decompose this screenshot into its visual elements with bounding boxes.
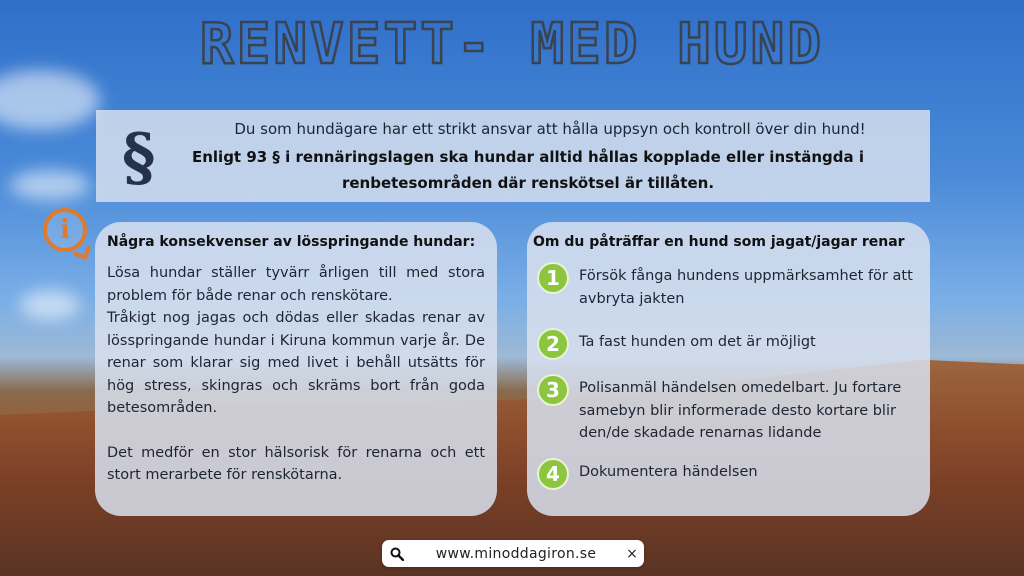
- page-title: RENVETT- MED HUND: [199, 12, 825, 77]
- website-search-bar[interactable]: [382, 540, 644, 567]
- info-icon-tail: [73, 242, 91, 260]
- cloud: [20, 290, 80, 320]
- owner-responsibility-text: Du som hundägare har ett strikt ansvar att hålla uppsyn och kontroll över din hund!: [234, 120, 866, 138]
- law-notice: [96, 110, 930, 202]
- actions-heading: Om du påträffar en hund som jagat/jagar renar: [533, 234, 905, 250]
- cloud: [10, 170, 90, 200]
- close-icon[interactable]: ×: [626, 545, 638, 562]
- consequences-heading: Några konsekvenser av lösspringande hundar:: [107, 234, 476, 250]
- website-url[interactable]: www.minoddagiron.se: [435, 545, 597, 562]
- consequences-paragraph-2: Tråkigt nog jagas och dödas eller skadas renar av lösspringande hundar i Kiruna kommun varje år. De renar som klarar sig med livet i behåll utsätts för hög stress, skingras och skräms bort från goda betesområden.: [107, 310, 485, 416]
- step-2: [537, 328, 916, 360]
- consequences-body: [107, 262, 485, 509]
- step-number-1-icon: 1: [537, 262, 569, 294]
- info-icon: i: [43, 208, 87, 252]
- step-number-4-icon: 4: [537, 458, 569, 490]
- consequences-panel: [60, 215, 497, 516]
- law-text: Enligt 93 § i rennäringslagen ska hundar alltid hållas kopplade eller instängda i renbetesområden där renskötsel är tillåten.: [191, 148, 864, 192]
- step-text: Ta fast hunden om det är möjligt: [579, 334, 816, 350]
- step-4: [537, 458, 916, 490]
- actions-panel: [527, 222, 930, 516]
- step-number-3-icon: 3: [537, 374, 569, 406]
- consequences-paragraph-1: Lösa hundar ställer tyvärr årligen till med stora problem för både renar och renskötare.: [107, 265, 485, 304]
- step-1: [537, 262, 916, 310]
- step-text: Dokumentera händelsen: [579, 464, 758, 480]
- cloud: [0, 70, 100, 130]
- search-icon[interactable]: [382, 547, 412, 561]
- step-text: Polisanmäl händelsen omedelbart. Ju fortare samebyn blir informerade desto kortare blir den/de skadade renarnas lidande: [579, 380, 902, 441]
- consequences-paragraph-3: Det medför en stor hälsorisk för renarna och ett stort merarbete för renskötarna.: [107, 444, 485, 483]
- step-3: [537, 374, 916, 445]
- step-number-2-icon: 2: [537, 328, 569, 360]
- paragraph-icon: §: [122, 120, 156, 195]
- step-text: Försök fånga hundens uppmärksamhet för att avbryta jakten: [579, 268, 913, 307]
